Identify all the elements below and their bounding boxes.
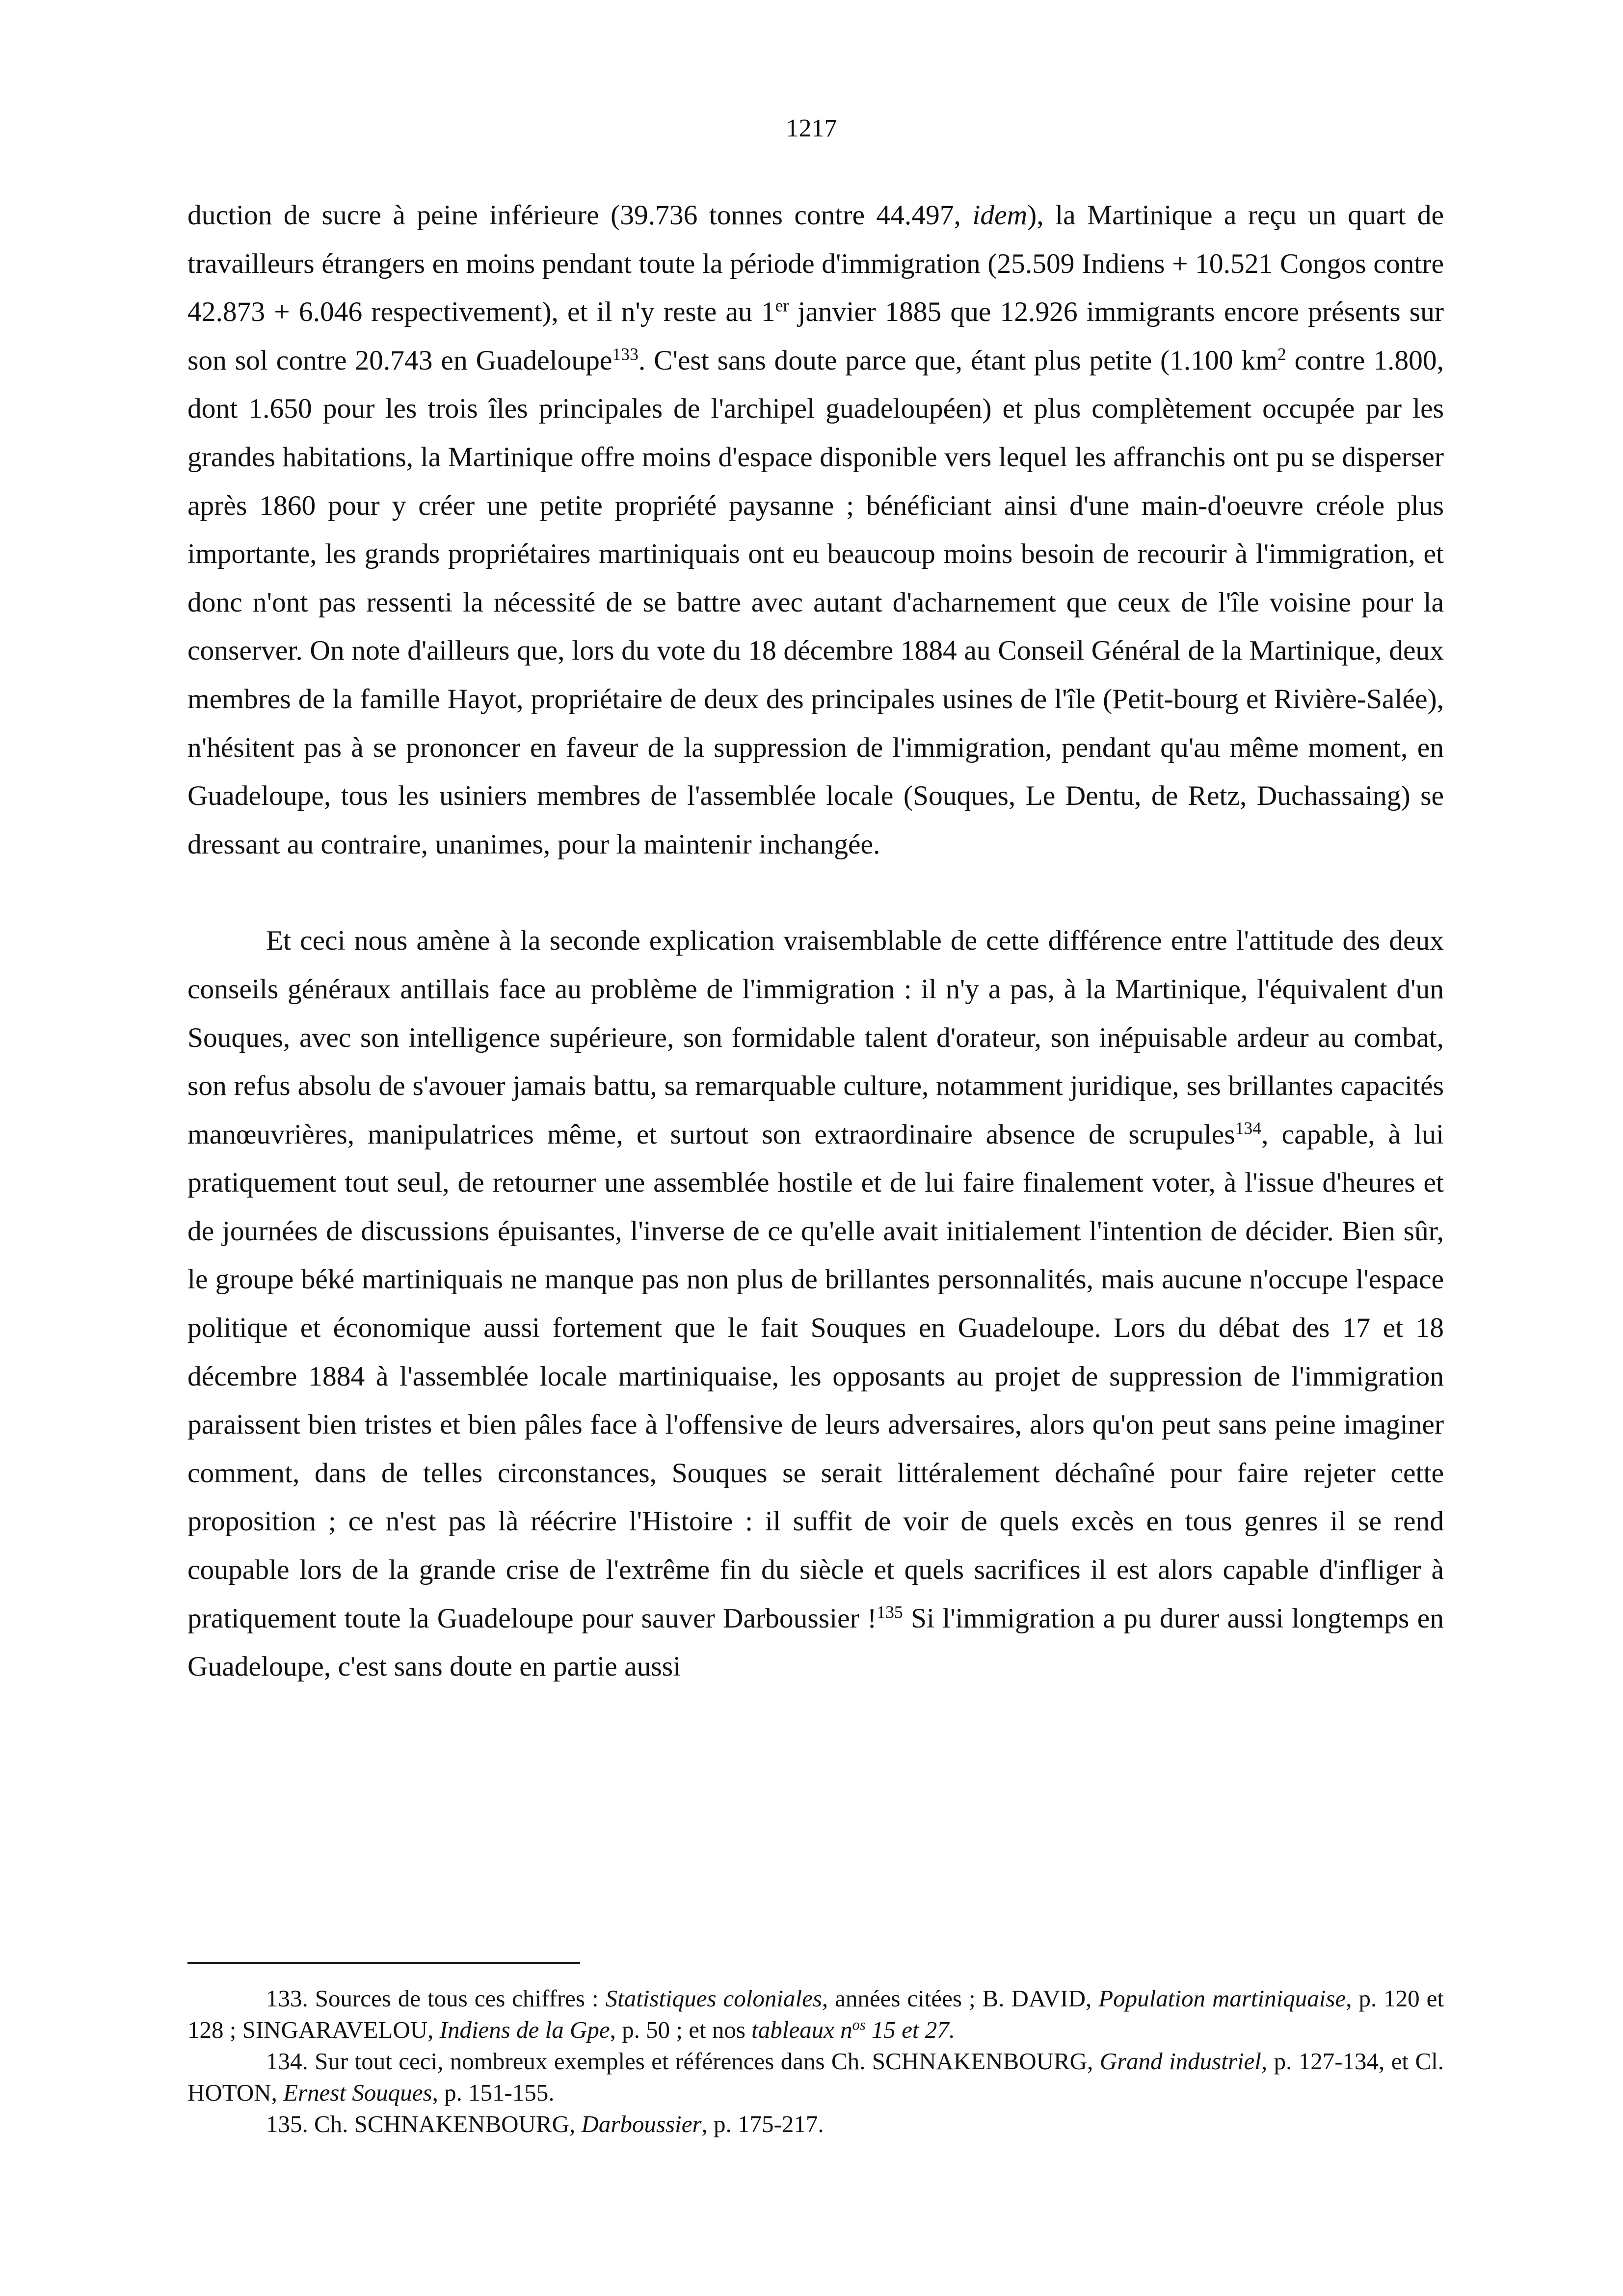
italic-text: Darboussier	[581, 2110, 702, 2137]
body-paragraph	[187, 917, 1444, 1691]
text-run: , p. 120 et 128 ; SINGARAVELOU,	[187, 1985, 1444, 2043]
italic-text: 15 et 27.	[865, 2016, 956, 2043]
text-run: 134. Sur tout ceci, nombreux exemples et références dans Ch. SCHNAKENBOURG,	[266, 2048, 1100, 2075]
italic-text: Ernest Souques	[283, 2079, 432, 2106]
superscript-text: 135	[877, 1602, 903, 1622]
italic-text: Grand industriel	[1099, 2048, 1261, 2075]
text-run: Si l'immigration a pu durer aussi longtemps en Guadeloupe, c'est sans doute en partie aussi	[187, 1602, 1444, 1682]
text-run: . C'est sans doute parce que, étant plus petite (1.100 km	[638, 345, 1277, 376]
body-paragraph	[187, 191, 1444, 869]
italic-text: Indiens de la Gpe	[439, 2016, 610, 2043]
superscript-text: 2	[1277, 344, 1286, 364]
text-run: , p. 127-134, et Cl. HOTON,	[187, 2048, 1444, 2106]
text-run: , capable, à lui pratiquement tout seul, de retourner une assemblée hostile et de lui faire finalement voter, à l'issue d'heures et de journées de discussions épuisantes, l'inverse de ce qu'elle avait initialement l'intention de décider. Bien sûr, le groupe béké martiniquais ne manque pas non plus de brillantes personnalités, mais aucune n'occupe l'espace politique et économique aussi fortement que le fait Souques en Guadeloupe. Lors du débat des 17 et 18 décembre 1884 à l'assemblée locale martiniquaise, les opposants au projet de suppression de l'immigration paraissent bien tristes et bien pâles face à l'offensive de leurs adversaires, alors qu'on peut sans peine imaginer comment, dans de telles circonstances, Souques se serait littéralement déchaîné pour faire rejeter cette proposition ; ce n'est pas là réécrire l'Histoire : il suffit de voir de quels excès en tous genres il se rend coupable lors de la grande crise de l'extrême fin du siècle et quels sacrifices il est alors capable d'infliger à pratiquement toute la Guadeloupe pour sauver Darboussier !	[187, 1119, 1444, 1634]
text-run: 133. Sources de tous ces chiffres :	[266, 1985, 606, 2012]
italic-text: Statistiques coloniales	[605, 1985, 822, 2012]
superscript-text: er	[775, 295, 789, 316]
text-run: duction de sucre à peine inférieure (39.736 tonnes contre 44.497,	[187, 200, 973, 231]
page-number: 1217	[786, 114, 837, 142]
text-run: janvier 1885 que 12.926 immigrants encore présents sur son sol contre 20.743 en Guadeloupe	[187, 296, 1444, 376]
body-text	[187, 191, 1444, 1691]
italic-text: Population martiniquaise	[1098, 1985, 1346, 2012]
text-run: , années citées ; B. DAVID,	[822, 1985, 1099, 2012]
text-run: contre 1.800, dont 1.650 pour les trois îles principales de l'archipel guadeloupéen) et plus complètement occupée par les grandes habitations, la Martinique offre moins d'espace disponible vers lequel les affranchis ont pu se disperser après 1860 pour y créer une petite propriété paysanne ; bénéficiant ainsi d'une main-d'oeuvre créole plus importante, les grands propriétaires martiniquais ont eu beaucoup moins besoin de recourir à l'immigration, et donc n'ont pas ressenti la nécessité de se battre avec autant d'acharnement que ceux de l'île voisine pour la conserver. On note d'ailleurs que, lors du vote du 18 décembre 1884 au Conseil Général de la Martinique, deux membres de la famille Hayot, propriétaire de deux des principales usines de l'île (Petit-bourg et Rivière-Salée), n'hésitent pas à se prononcer en faveur de la suppression de l'immigration, pendant qu'au même moment, en Guadeloupe, tous les usiniers membres de l'assemblée locale (Souques, Le Dentu, de Retz, Duchassaing) se dressant au contraire, unanimes, pour la maintenir inchangée.	[187, 345, 1444, 860]
footnote-separator	[187, 1962, 580, 1964]
italic-text: tableaux n	[751, 2016, 852, 2043]
text-run: , p. 151-155.	[432, 2079, 555, 2106]
footnote	[187, 1983, 1444, 2046]
italic-text: idem	[972, 200, 1028, 231]
superscript-text: 133	[612, 344, 639, 364]
footnotes	[187, 1983, 1444, 2140]
superscript-text: 134	[1235, 1118, 1262, 1138]
footnote	[187, 2109, 1444, 2140]
text-run: 135. Ch. SCHNAKENBOURG,	[266, 2110, 582, 2137]
text-run: , p. 175-217.	[701, 2110, 824, 2137]
text-run: , p. 50 ; et nos	[610, 2016, 752, 2043]
superscript-text: os	[852, 2016, 866, 2033]
text-run: Et ceci nous amène à la seconde explication vraisemblable de cette différence entre l'attitude des deux conseils généraux antillais face au problème de l'immigration : il n'y a pas, à la Martinique, l'équivalent d'un Souques, avec son intelligence supérieure, son formidable talent d'orateur, son inépuisable ardeur au combat, son refus absolu de s'avouer jamais battu, sa remarquable culture, notamment juridique, ses brillantes capacités manœuvrières, manipulatrices même, et surtout son extraordinaire absence de scrupules	[187, 925, 1444, 1150]
text-run: ), la Martinique a reçu un quart de travailleurs étrangers en moins pendant toute la période d'immigration (25.509 Indiens + 10.521 Congos contre 42.873 + 6.046 respectivement), et il n'y reste au 1	[187, 200, 1444, 328]
footnote	[187, 2046, 1444, 2109]
